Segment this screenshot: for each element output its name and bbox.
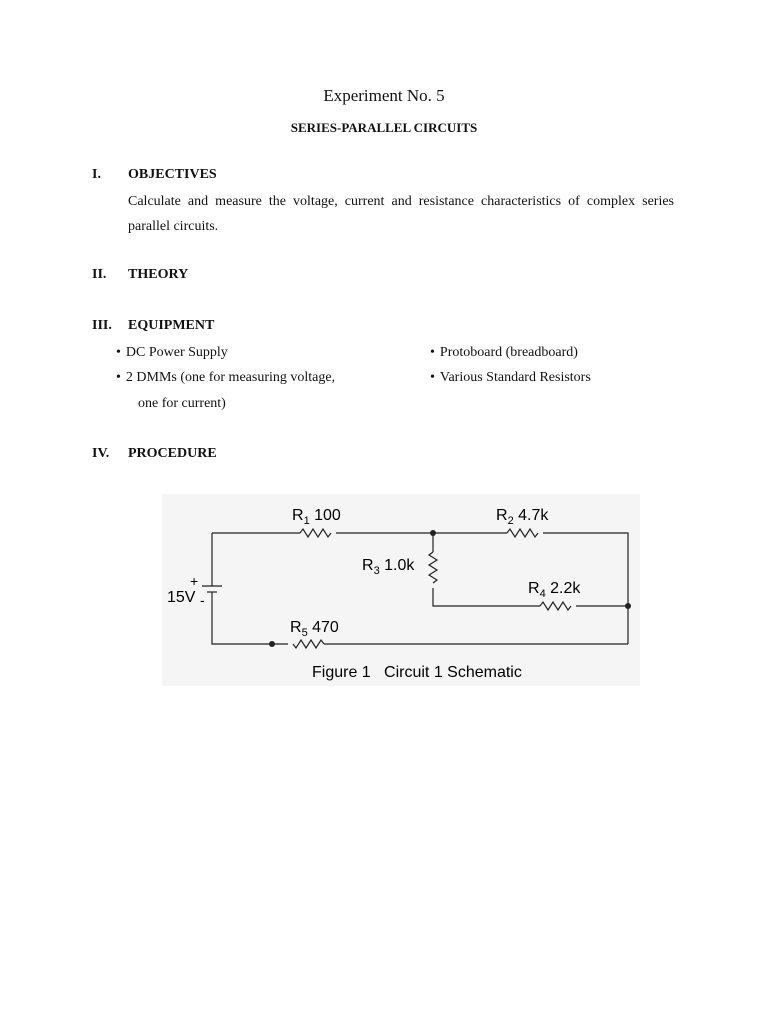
resistor-r2-symbol: [507, 529, 538, 537]
source-voltage-label: 15V: [167, 589, 196, 606]
page-title: Experiment No. 5: [323, 86, 445, 105]
section-number-1: I.: [92, 167, 101, 182]
resistor-r4-symbol: [540, 602, 571, 610]
section-heading-procedure: PROCEDURE: [128, 446, 217, 461]
resistor-r3-label: $R_3$ 1.0k: [362, 557, 415, 577]
equipment-item-label: Various Standard Resistors: [439, 370, 591, 385]
equipment-item: [116, 370, 335, 386]
resistor-r1-label: $R_1$ 100: [292, 507, 341, 527]
page-subtitle: SERIES-PARALLEL CIRCUITS: [290, 120, 478, 135]
resistor-r1-symbol: [300, 529, 331, 537]
equipment-item-label: Protoboard (breadboard): [439, 345, 578, 360]
resistor-r4-label: $R_4$ 2.2k: [528, 580, 581, 600]
junction-node: [269, 641, 275, 647]
section-number-4: IV.: [92, 446, 110, 461]
equipment-item: [116, 345, 228, 361]
equipment-item-label: 2 DMMs (one for measuring voltage,: [125, 370, 336, 385]
figure-caption: Figure 1 Circuit 1 Schematic: [312, 664, 522, 681]
equipment-item-continuation: one for current): [138, 396, 226, 411]
junction-node: [625, 603, 631, 609]
resistor-r2-label: $R_2$ 4.7k: [496, 507, 549, 527]
section-number-2: II.: [92, 267, 107, 282]
circuit-schematic: [162, 494, 640, 686]
battery-minus-label: -: [200, 592, 205, 608]
circuit-figure: [162, 494, 640, 686]
resistor-r5-symbol: [293, 640, 324, 648]
junction-node: [430, 530, 436, 536]
objectives-paragraph: Calculate and measure the voltage, current and resistance characteristics of complex series parallel circuits.: [128, 194, 674, 234]
section-heading-theory: THEORY: [128, 267, 189, 282]
section-number-3: III.: [92, 318, 112, 333]
section-heading-objectives: OBJECTIVES: [128, 167, 217, 182]
equipment-item-label: DC Power Supply: [125, 345, 228, 360]
resistor-r3-symbol: [429, 552, 437, 583]
section-heading-equipment: EQUIPMENT: [128, 318, 215, 333]
equipment-item: [430, 370, 591, 386]
resistor-r5-label: $R_5$ 470: [290, 619, 339, 639]
battery-plus-label: +: [190, 573, 199, 589]
equipment-item: [430, 345, 578, 361]
